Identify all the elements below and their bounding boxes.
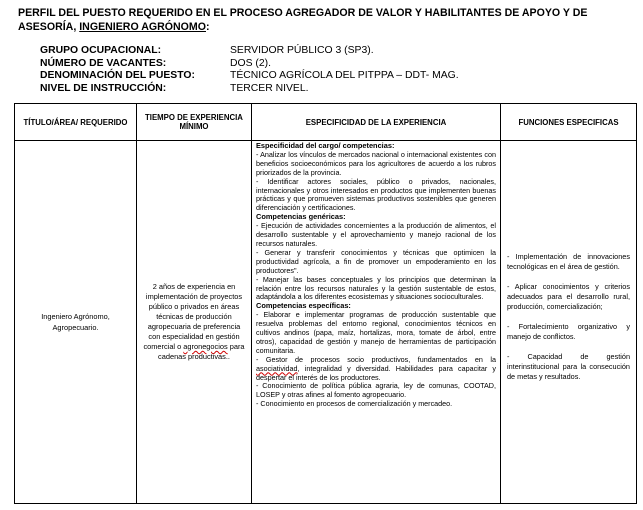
paragraph-text: - Gestor de procesos socio productivos, fundamentados en la: [256, 354, 496, 364]
header-especificidad: ESPECIFICIDAD DE LA EXPERIENCIA: [252, 104, 501, 141]
paragraph: - Conocimiento en procesos de comercialización y mercadeo.: [256, 399, 453, 409]
info-value: SERVIDOR PÚBLICO 3 (SP3).: [230, 45, 374, 56]
requirements-table: [14, 103, 637, 504]
table-row: [15, 141, 637, 504]
title-position: INGENIERO AGRÓNOMO: [79, 21, 206, 33]
title-suffix: :: [205, 21, 210, 33]
paragraph: - Identificar actores sociales, público o privados, nacionales, internacionales y otros interesados en productos que implementen buenas prácticas y que promueven sistemas productivos sostenibles que generen diferenciación y certificaciones.: [256, 176, 496, 213]
position-info: [40, 45, 459, 95]
info-row: [40, 45, 459, 58]
paragraph: - Ejecución de actividades concernientes a la producción de alimentos, el desarrollo sustentable y el aprovechamiento y manejo racional de los recursos naturales.: [256, 221, 496, 248]
section-heading: Especificidad del cargo/ competencias:: [256, 141, 395, 150]
funcion-item: - Capacidad de gestión interinstitucional para la consecución de metas y resultados.: [507, 352, 630, 381]
section-heading: Competencias genéricas:: [256, 212, 346, 222]
info-value: TÉCNICO AGRÍCOLA DEL PITPPA – DDT- MAG.: [230, 70, 459, 81]
spellcheck-word: agronegocios: [183, 342, 228, 351]
header-tiempo: TIEMPO DE EXPERIENCIA MÍNIMO: [137, 104, 252, 141]
cell-titulo: Ingeniero Agrónomo, Agropecuario.: [15, 141, 137, 504]
cell-especificidad: [252, 141, 501, 504]
spellcheck-word: asociatividad: [256, 363, 298, 373]
info-value: TERCER NIVEL.: [230, 82, 309, 94]
paragraph: - Analizar los vínculos de mercados nacional o internacional existentes con beneficios socioeconómicos para los agricultores de acuerdo a los rubros priorizados de la provincia.: [256, 149, 496, 177]
funcion-item: - Aplicar conocimientos y criterios adecuados para el desarrollo rural, producción, comercialización;: [507, 282, 630, 311]
paragraph: [256, 356, 496, 383]
paragraph: - Manejar las bases conceptuales y los principios que determinan la relación entre los recursos naturales y la gestión sustentable de estos, adaptándola a los diferentes ecosistemas y situaciones socioculturales.: [256, 274, 496, 302]
funcion-item: - Fortalecimiento organizativo y manejo de conflictos.: [507, 322, 630, 341]
table-header-row: [15, 104, 637, 141]
header-titulo: TÍTULO/ÁREA/ REQUERIDO: [15, 104, 137, 141]
info-label: NÚMERO DE VACANTES:: [40, 57, 167, 69]
title-text: PERFIL DEL PUESTO REQUERIDO EN EL PROCESO AGREGADOR DE VALOR Y HABILITANTES DE APOYO Y DE ASESORÍA,: [18, 7, 588, 33]
paragraph: - Conocimiento de política pública agraria, ley de comunas, COOTAD, LOSEP y otras afines al fomento agropecuario.: [256, 381, 496, 400]
info-label: GRUPO OCUPACIONAL:: [40, 45, 162, 56]
paragraph: - Elaborar e implementar programas de producción sustentable que resuelva problemas del entorno regional, conocimientos técnicos en cultivos andinos (papa, maíz, hortalizas, mora, tomate de árbol, entre otros), capacidad de gestión y manejo de herramientas de participación comunitaria.: [256, 310, 496, 355]
section-heading: Competencias específicas:: [256, 301, 351, 311]
funcion-item: - Implementación de innovaciones tecnológicas en el área de gestión.: [507, 252, 630, 271]
info-row: [40, 70, 459, 83]
tiempo-text: 2 años de experiencia en implementación de proyectos público o privados en áreas técnicas de producción agropecuaria de preferencia con especialidad en gestión comercial o: [143, 282, 243, 351]
info-label: NIVEL DE INSTRUCCIÓN:: [40, 82, 167, 94]
document-title: [18, 6, 630, 34]
info-label: DENOMINACIÓN DEL PUESTO:: [40, 70, 195, 81]
paragraph: - Generar y transferir conocimientos y técnicas que optimicen la productividad agrícola, a fin de promover un empoderamiento en los productores".: [256, 247, 496, 275]
info-value: DOS (2).: [230, 57, 271, 69]
tiempo-text-end: para cadenas productivas..: [158, 342, 245, 361]
info-row: [40, 58, 459, 71]
cell-funciones: [501, 141, 637, 504]
info-row: [40, 83, 459, 96]
header-funciones: FUNCIONES ESPECIFICAS: [501, 104, 637, 141]
cell-tiempo: [137, 141, 252, 504]
paragraph-text-end: , integralidad y diversidad. Habilidades para capacitar y despertar el interés de los productores.: [256, 363, 496, 382]
